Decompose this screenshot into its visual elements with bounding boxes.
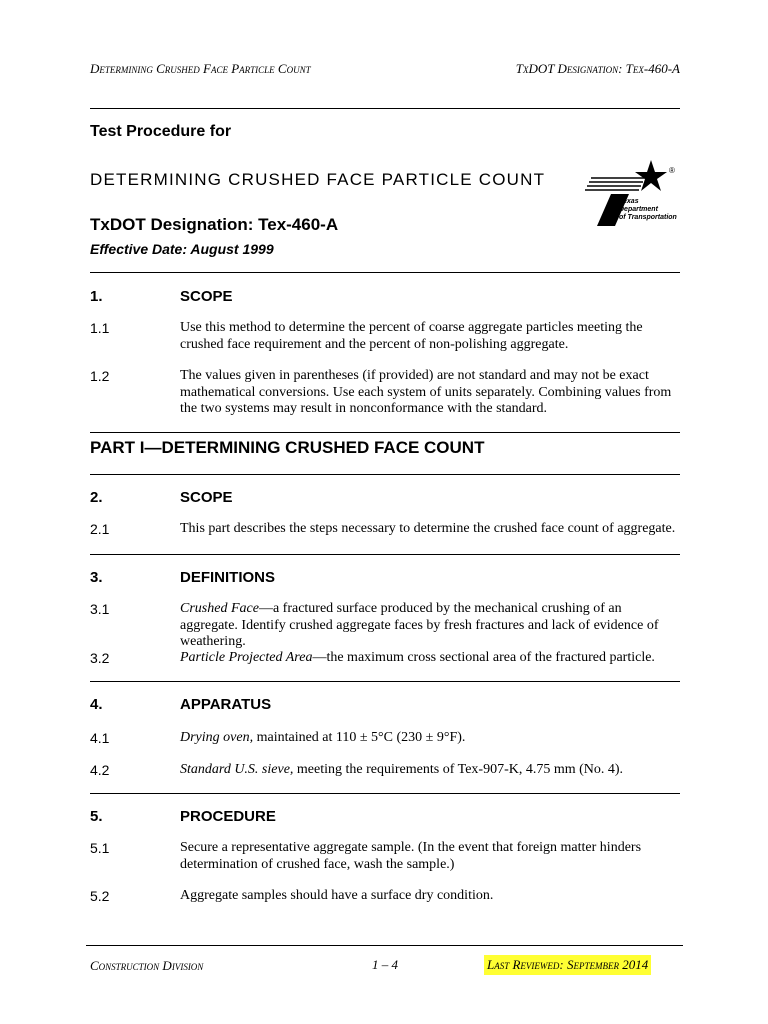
logo-text	[619, 198, 677, 222]
section-title: APPARATUS	[180, 696, 272, 713]
section-title: DEFINITIONS	[180, 569, 276, 586]
rule	[90, 554, 680, 555]
document-title: DETERMINING CRUSHED FACE PARTICLE COUNT	[90, 170, 546, 189]
logo-line-2: Department	[619, 206, 658, 213]
definition: meeting the requirements of Tex-907-K, 4.75 mm (No. 4).	[293, 762, 624, 777]
footer-division: Construction Division	[90, 958, 204, 973]
part-heading: PART I—DETERMINING CRUSHED FACE COUNT	[90, 438, 485, 457]
item-number: 3.1	[90, 601, 110, 617]
item-text	[180, 601, 680, 651]
running-header-left: Determining Crushed Face Particle Count	[90, 61, 311, 76]
item-number: 1.2	[90, 368, 110, 384]
item-number: 2.1	[90, 521, 110, 537]
header-rule	[90, 108, 680, 109]
rule	[90, 793, 680, 794]
rule	[90, 432, 680, 433]
page-number: 1 – 4	[372, 957, 398, 972]
footer-rule	[86, 945, 683, 946]
section-title: SCOPE	[180, 489, 233, 506]
title-intro: Test Procedure for	[90, 123, 232, 140]
txdot-logo	[585, 158, 681, 230]
section-title: SCOPE	[180, 288, 233, 305]
item-text: Secure a representative aggregate sample. (In the event that foreign matter hinders determination of crushed face, wash the sample.)	[180, 840, 642, 872]
section-title: PROCEDURE	[180, 808, 276, 825]
term: Crushed Face	[180, 601, 259, 616]
item-text: Use this method to determine the percent of coarse aggregate particles meeting the crushed face requirement and the percent of non-polishing aggregate.	[180, 320, 643, 352]
term: Standard U.S. sieve,	[180, 762, 294, 777]
last-reviewed-badge: Last Reviewed: September 2014	[484, 955, 651, 975]
definition: —the maximum cross sectional area of the fractured particle.	[312, 650, 655, 665]
term: Drying oven,	[180, 730, 254, 745]
item-text: Aggregate samples should have a surface dry condition.	[180, 888, 494, 903]
rule	[90, 681, 680, 682]
logo-line-1: Texas	[619, 198, 639, 205]
item-number: 4.1	[90, 730, 110, 746]
rule	[90, 474, 680, 475]
item-number: 4.2	[90, 762, 110, 778]
designation: TxDOT Designation: Tex-460-A	[90, 215, 339, 234]
item-number: 5.2	[90, 888, 110, 904]
item-number: 5.1	[90, 840, 110, 856]
definition: —a fractured surface produced by the mechanical crushing of an aggregate. Identify crushed aggregate faces by fresh fractures and lack of evidence of weathering.	[180, 601, 659, 649]
registered-mark: ®	[669, 166, 675, 175]
section-number: 2.	[90, 489, 103, 506]
section-number: 3.	[90, 569, 103, 586]
item-text: This part describes the steps necessary to determine the crushed face count of aggregate.	[180, 521, 676, 536]
section-number: 1.	[90, 288, 103, 305]
running-header-right: TxDOT Designation: Tex-460-A	[515, 61, 680, 76]
item-text	[180, 650, 680, 667]
section-number: 5.	[90, 808, 103, 825]
logo-line-3: of Transportation	[619, 214, 677, 221]
term: Particle Projected Area	[180, 650, 313, 665]
item-number: 3.2	[90, 650, 110, 666]
definition: maintained at 110 ± 5°C (230 ± 9°F).	[253, 730, 466, 745]
item-text	[180, 762, 680, 779]
item-text: The values given in parentheses (if provided) are not standard and may not be exact mathematical conversions. Use each system of units separately. Combining values from the two systems may result in nonconformance with the standard.	[180, 368, 672, 416]
rule	[90, 272, 680, 273]
effective-date: Effective Date: August 1999	[90, 241, 274, 257]
section-number: 4.	[90, 696, 103, 713]
item-text	[180, 730, 680, 747]
item-number: 1.1	[90, 320, 110, 336]
